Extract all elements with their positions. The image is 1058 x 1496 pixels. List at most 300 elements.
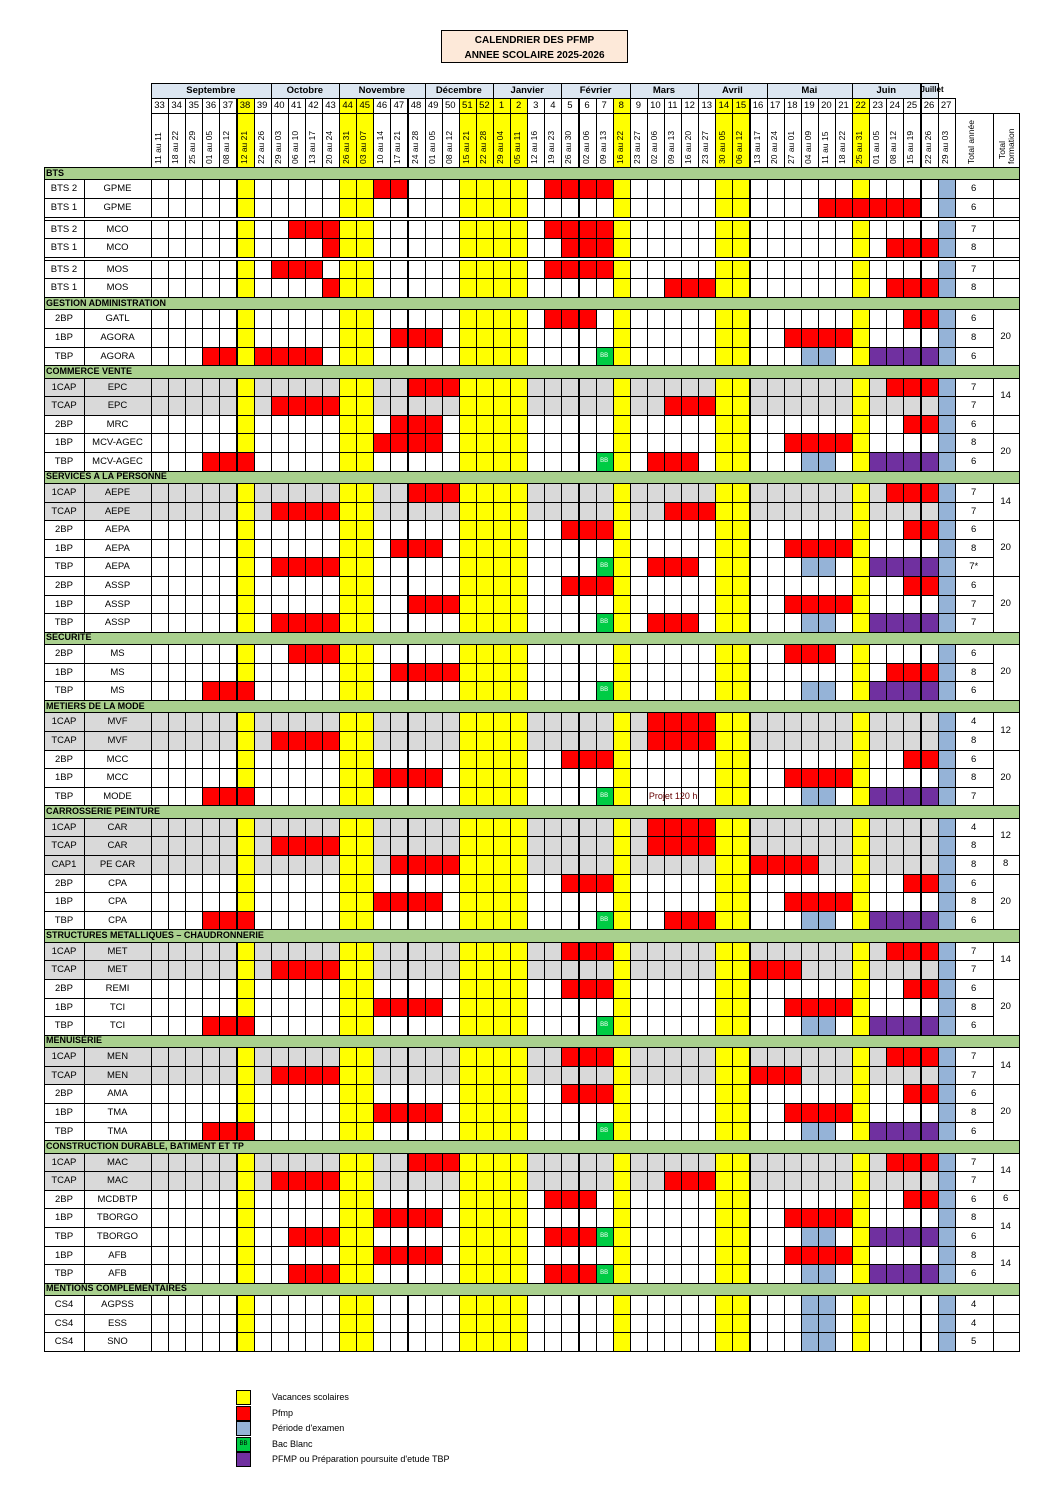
week-cell	[767, 483, 785, 503]
week-cell	[219, 644, 237, 664]
class-program: AMA	[107, 1088, 128, 1100]
week-cell	[938, 1103, 956, 1123]
week-cell	[151, 415, 169, 435]
week-cell	[938, 1016, 956, 1036]
legend-swatch	[236, 1406, 251, 1421]
week-cell	[886, 309, 904, 329]
week-cell	[544, 179, 562, 199]
week-cell	[202, 1016, 220, 1036]
week-cell	[732, 1066, 750, 1086]
week-cell	[476, 539, 494, 559]
week-cell	[664, 1264, 682, 1284]
week-cell	[784, 979, 802, 999]
week-cell	[903, 681, 921, 701]
week-cell	[493, 396, 511, 416]
week-cell	[322, 260, 340, 280]
week-cell	[305, 998, 323, 1018]
week-cell	[835, 731, 853, 751]
week-cell	[715, 1084, 733, 1104]
week-cell	[835, 595, 853, 615]
week-cell	[886, 942, 904, 962]
week-cell	[185, 1066, 203, 1086]
week-cell	[527, 663, 545, 683]
week-cell	[903, 347, 921, 367]
week-cell	[818, 979, 836, 999]
week-cell	[784, 433, 802, 453]
week-cell	[339, 768, 357, 788]
week-cell	[219, 1153, 237, 1173]
week-cell	[219, 681, 237, 701]
week-cell	[544, 768, 562, 788]
week-cell	[322, 979, 340, 999]
week-cell	[596, 1208, 614, 1228]
week-cell	[442, 557, 460, 577]
week-cell	[750, 892, 768, 912]
week-cell	[681, 378, 699, 398]
week-cell	[254, 1208, 272, 1228]
week-cell	[801, 433, 819, 453]
week-cell	[715, 347, 733, 367]
week-cell	[938, 613, 956, 633]
week-cell	[852, 347, 870, 367]
week-cell	[527, 557, 545, 577]
bac-blanc-label: BB	[600, 619, 609, 626]
week-cell	[459, 855, 477, 875]
week-cell	[185, 960, 203, 980]
week-cell	[510, 1016, 528, 1036]
week-cell	[613, 681, 631, 701]
week-cell	[305, 433, 323, 453]
week-cell	[185, 1295, 203, 1315]
week-cell	[271, 238, 289, 258]
week-cell	[527, 613, 545, 633]
week-cell	[561, 502, 579, 522]
section-header	[44, 1035, 1020, 1048]
class-program: MS	[110, 685, 125, 697]
week-cell	[202, 1295, 220, 1315]
week-cell	[561, 979, 579, 999]
week-cell	[835, 1153, 853, 1173]
week-cell	[219, 874, 237, 894]
week-cell	[647, 396, 665, 416]
week-number: 48	[410, 100, 422, 111]
week-cell	[476, 1153, 494, 1173]
week-cell	[613, 855, 631, 875]
week-cell	[271, 1084, 289, 1104]
week-cell	[254, 1314, 272, 1334]
week-cell	[630, 998, 648, 1018]
week-cell	[544, 198, 562, 218]
week-cell	[613, 712, 631, 732]
week-number: 49	[427, 100, 439, 111]
month-label: Novembre	[358, 85, 406, 96]
week-cell	[921, 663, 939, 683]
week-cell	[903, 979, 921, 999]
week-cell	[459, 1314, 477, 1334]
week-cell	[219, 712, 237, 732]
week-cell	[698, 539, 716, 559]
week-number: 7	[601, 100, 607, 111]
week-cell	[681, 557, 699, 577]
week-cell	[510, 1190, 528, 1210]
week-cell	[784, 613, 802, 633]
total-formation-cell	[993, 278, 1020, 298]
week-cell	[630, 1208, 648, 1228]
week-cell	[579, 663, 597, 683]
week-cell	[715, 1227, 733, 1247]
week-cell	[459, 836, 477, 856]
week-cell	[903, 1190, 921, 1210]
week-cell	[510, 998, 528, 1018]
week-cell	[647, 1084, 665, 1104]
week-cell	[219, 1047, 237, 1067]
week-cell	[305, 483, 323, 503]
week-cell	[271, 1016, 289, 1036]
week-cell	[305, 198, 323, 218]
week-cell	[510, 1122, 528, 1142]
week-cell	[151, 1190, 169, 1210]
week-cell	[579, 396, 597, 416]
week-cell	[938, 892, 956, 912]
class-program: MOS	[106, 263, 129, 275]
week-cell	[784, 260, 802, 280]
week-cell	[322, 1122, 340, 1142]
week-cell	[750, 1227, 768, 1247]
week-cell	[527, 1153, 545, 1173]
week-cell	[510, 198, 528, 218]
week-cell	[921, 220, 939, 240]
week-cell	[390, 396, 408, 416]
week-cell	[254, 238, 272, 258]
week-cell	[476, 1084, 494, 1104]
week-cell	[596, 198, 614, 218]
week-cell	[784, 1190, 802, 1210]
week-number: 13	[701, 100, 713, 111]
week-cell	[630, 1122, 648, 1142]
class-program: MCO	[106, 242, 129, 254]
week-cell	[425, 892, 443, 912]
total-annee: 6	[971, 183, 977, 195]
class-program: AEPA	[105, 561, 130, 573]
week-cell	[373, 198, 391, 218]
week-cell	[527, 731, 545, 751]
week-cell	[305, 855, 323, 875]
week-cell	[254, 613, 272, 633]
week-cell	[561, 1084, 579, 1104]
week-cell	[801, 557, 819, 577]
week-cell	[784, 1153, 802, 1173]
week-cell	[903, 576, 921, 596]
week-cell	[219, 855, 237, 875]
class-level: TCAP	[51, 505, 77, 517]
week-cell	[886, 613, 904, 633]
week-cell	[818, 855, 836, 875]
week-cell	[647, 1295, 665, 1315]
week-cell	[390, 1122, 408, 1142]
week-cell	[390, 1084, 408, 1104]
week-cell	[476, 1047, 494, 1067]
week-cell	[852, 836, 870, 856]
week-cell	[903, 1295, 921, 1315]
week-cell	[579, 942, 597, 962]
week-cell	[664, 874, 682, 894]
week-cell	[698, 613, 716, 633]
week-cell	[596, 328, 614, 348]
week-cell	[202, 1227, 220, 1247]
week-cell	[493, 855, 511, 875]
total-annee: 7	[971, 1069, 977, 1081]
week-cell	[476, 1171, 494, 1191]
week-cell	[373, 179, 391, 199]
week-cell	[698, 415, 716, 435]
week-cell	[168, 644, 186, 664]
week-cell	[493, 378, 511, 398]
week-cell	[425, 1332, 443, 1352]
week-cell	[271, 1295, 289, 1315]
week-cell	[219, 731, 237, 751]
week-cell	[459, 378, 477, 398]
week-cell	[271, 874, 289, 894]
week-cell	[613, 836, 631, 856]
week-cell	[322, 1190, 340, 1210]
week-cell	[322, 818, 340, 838]
week-cell	[339, 1332, 357, 1352]
week-cell	[801, 979, 819, 999]
week-cell	[903, 1016, 921, 1036]
week-cell	[442, 1190, 460, 1210]
week-cell	[903, 836, 921, 856]
week-number: 19	[804, 100, 815, 111]
week-cell	[168, 836, 186, 856]
week-cell	[647, 960, 665, 980]
week-date: 06 au 10	[289, 130, 300, 164]
week-cell	[613, 1084, 631, 1104]
week-cell	[493, 278, 511, 298]
week-cell	[185, 1153, 203, 1173]
week-cell	[339, 415, 357, 435]
total-formation: 20	[1000, 1000, 1011, 1012]
bac-blanc-label: BB	[600, 792, 609, 799]
week-cell	[715, 613, 733, 633]
week-cell	[613, 309, 631, 329]
week-number: 11	[667, 100, 678, 111]
week-cell	[818, 1208, 836, 1228]
week-cell	[219, 378, 237, 398]
week-cell	[852, 328, 870, 348]
week-cell	[151, 238, 169, 258]
week-cell	[869, 1153, 887, 1173]
week-cell	[647, 433, 665, 453]
week-cell	[869, 415, 887, 435]
week-cell	[254, 1190, 272, 1210]
week-cell	[408, 557, 426, 577]
week-cell	[322, 892, 340, 912]
week-cell	[322, 396, 340, 416]
week-cell	[767, 1246, 785, 1266]
week-cell	[219, 979, 237, 999]
week-cell	[869, 1227, 887, 1247]
week-cell	[425, 238, 443, 258]
week-cell	[561, 787, 579, 807]
week-cell	[425, 433, 443, 453]
week-cell	[544, 998, 562, 1018]
week-cell	[168, 238, 186, 258]
week-cell	[544, 731, 562, 751]
week-cell	[869, 911, 887, 931]
week-cell	[237, 309, 255, 329]
week-cell	[732, 502, 750, 522]
week-cell	[818, 433, 836, 453]
week-cell	[510, 328, 528, 348]
week-cell	[869, 278, 887, 298]
week-cell	[579, 260, 597, 280]
week-cell	[921, 768, 939, 788]
week-cell	[356, 595, 374, 615]
week-cell	[288, 1208, 306, 1228]
week-cell	[664, 1246, 682, 1266]
week-cell	[750, 874, 768, 894]
week-cell	[801, 452, 819, 472]
week-cell	[151, 396, 169, 416]
total-formation: 20	[1000, 331, 1011, 343]
week-cell	[596, 539, 614, 559]
week-cell	[613, 768, 631, 788]
week-cell	[185, 1103, 203, 1123]
week-cell	[613, 1332, 631, 1352]
week-cell	[459, 1246, 477, 1266]
week-cell	[852, 613, 870, 633]
week-cell	[356, 836, 374, 856]
week-cell	[938, 1153, 956, 1173]
week-cell	[921, 1153, 939, 1173]
week-cell	[339, 1264, 357, 1284]
week-cell	[185, 378, 203, 398]
week-cell	[886, 1066, 904, 1086]
week-cell	[185, 238, 203, 258]
week-cell	[510, 415, 528, 435]
week-cell	[168, 539, 186, 559]
week-cell	[288, 378, 306, 398]
week-cell	[544, 576, 562, 596]
week-cell	[903, 1264, 921, 1284]
week-cell	[630, 576, 648, 596]
week-cell	[527, 238, 545, 258]
week-cell	[476, 1066, 494, 1086]
class-level: 1CAP	[51, 1051, 77, 1063]
week-cell	[921, 1103, 939, 1123]
week-cell	[459, 1295, 477, 1315]
week-cell	[561, 328, 579, 348]
week-cell	[408, 576, 426, 596]
week-cell	[185, 1264, 203, 1284]
week-cell	[544, 911, 562, 931]
week-cell	[459, 1332, 477, 1352]
month-label: Mars	[652, 85, 676, 96]
week-cell	[801, 309, 819, 329]
week-cell	[732, 1295, 750, 1315]
week-cell	[613, 911, 631, 931]
week-cell	[801, 198, 819, 218]
week-cell	[903, 1332, 921, 1352]
week-cell	[886, 539, 904, 559]
week-cell	[852, 396, 870, 416]
week-cell	[698, 1103, 716, 1123]
week-cell	[869, 787, 887, 807]
week-cell	[613, 378, 631, 398]
week-cell	[835, 1122, 853, 1142]
week-cell	[886, 179, 904, 199]
week-cell	[390, 309, 408, 329]
week-cell	[305, 818, 323, 838]
total-annee: 6	[971, 313, 977, 325]
week-cell	[903, 874, 921, 894]
week-cell	[373, 644, 391, 664]
week-cell	[185, 576, 203, 596]
week-cell	[886, 328, 904, 348]
week-cell	[237, 520, 255, 540]
week-cell	[767, 1016, 785, 1036]
week-cell	[698, 1295, 716, 1315]
week-cell	[664, 1103, 682, 1123]
week-cell	[527, 1190, 545, 1210]
week-cell	[818, 179, 836, 199]
week-cell	[647, 309, 665, 329]
week-cell	[852, 278, 870, 298]
week-cell	[202, 750, 220, 770]
week-cell	[613, 452, 631, 472]
week-cell	[151, 998, 169, 1018]
week-cell	[886, 260, 904, 280]
week-cell	[339, 483, 357, 503]
total-formation-cell	[993, 1332, 1020, 1352]
week-cell	[356, 1047, 374, 1067]
section-label: COMMERCE VENTE	[46, 365, 133, 376]
week-cell	[373, 452, 391, 472]
week-cell	[356, 818, 374, 838]
week-cell	[544, 539, 562, 559]
week-cell	[767, 1103, 785, 1123]
week-cell	[938, 220, 956, 240]
week-cell	[185, 836, 203, 856]
week-cell	[322, 595, 340, 615]
week-cell	[322, 855, 340, 875]
week-cell	[664, 1084, 682, 1104]
week-cell	[339, 433, 357, 453]
week-cell	[698, 836, 716, 856]
week-cell	[886, 663, 904, 683]
week-cell	[835, 347, 853, 367]
week-cell	[339, 179, 357, 199]
week-cell	[801, 1314, 819, 1334]
week-number: 18	[786, 100, 798, 111]
week-cell	[271, 1122, 289, 1142]
week-cell	[254, 1122, 272, 1142]
week-cell	[408, 979, 426, 999]
week-cell	[185, 179, 203, 199]
week-cell	[493, 452, 511, 472]
week-cell	[801, 1122, 819, 1142]
week-cell	[664, 179, 682, 199]
total-annee: 6	[971, 580, 977, 591]
week-cell	[168, 681, 186, 701]
week-cell	[459, 1084, 477, 1104]
week-cell	[818, 238, 836, 258]
week-cell	[202, 1171, 220, 1191]
week-cell	[664, 198, 682, 218]
week-cell	[835, 220, 853, 240]
week-cell	[425, 1314, 443, 1334]
week-cell	[750, 787, 768, 807]
